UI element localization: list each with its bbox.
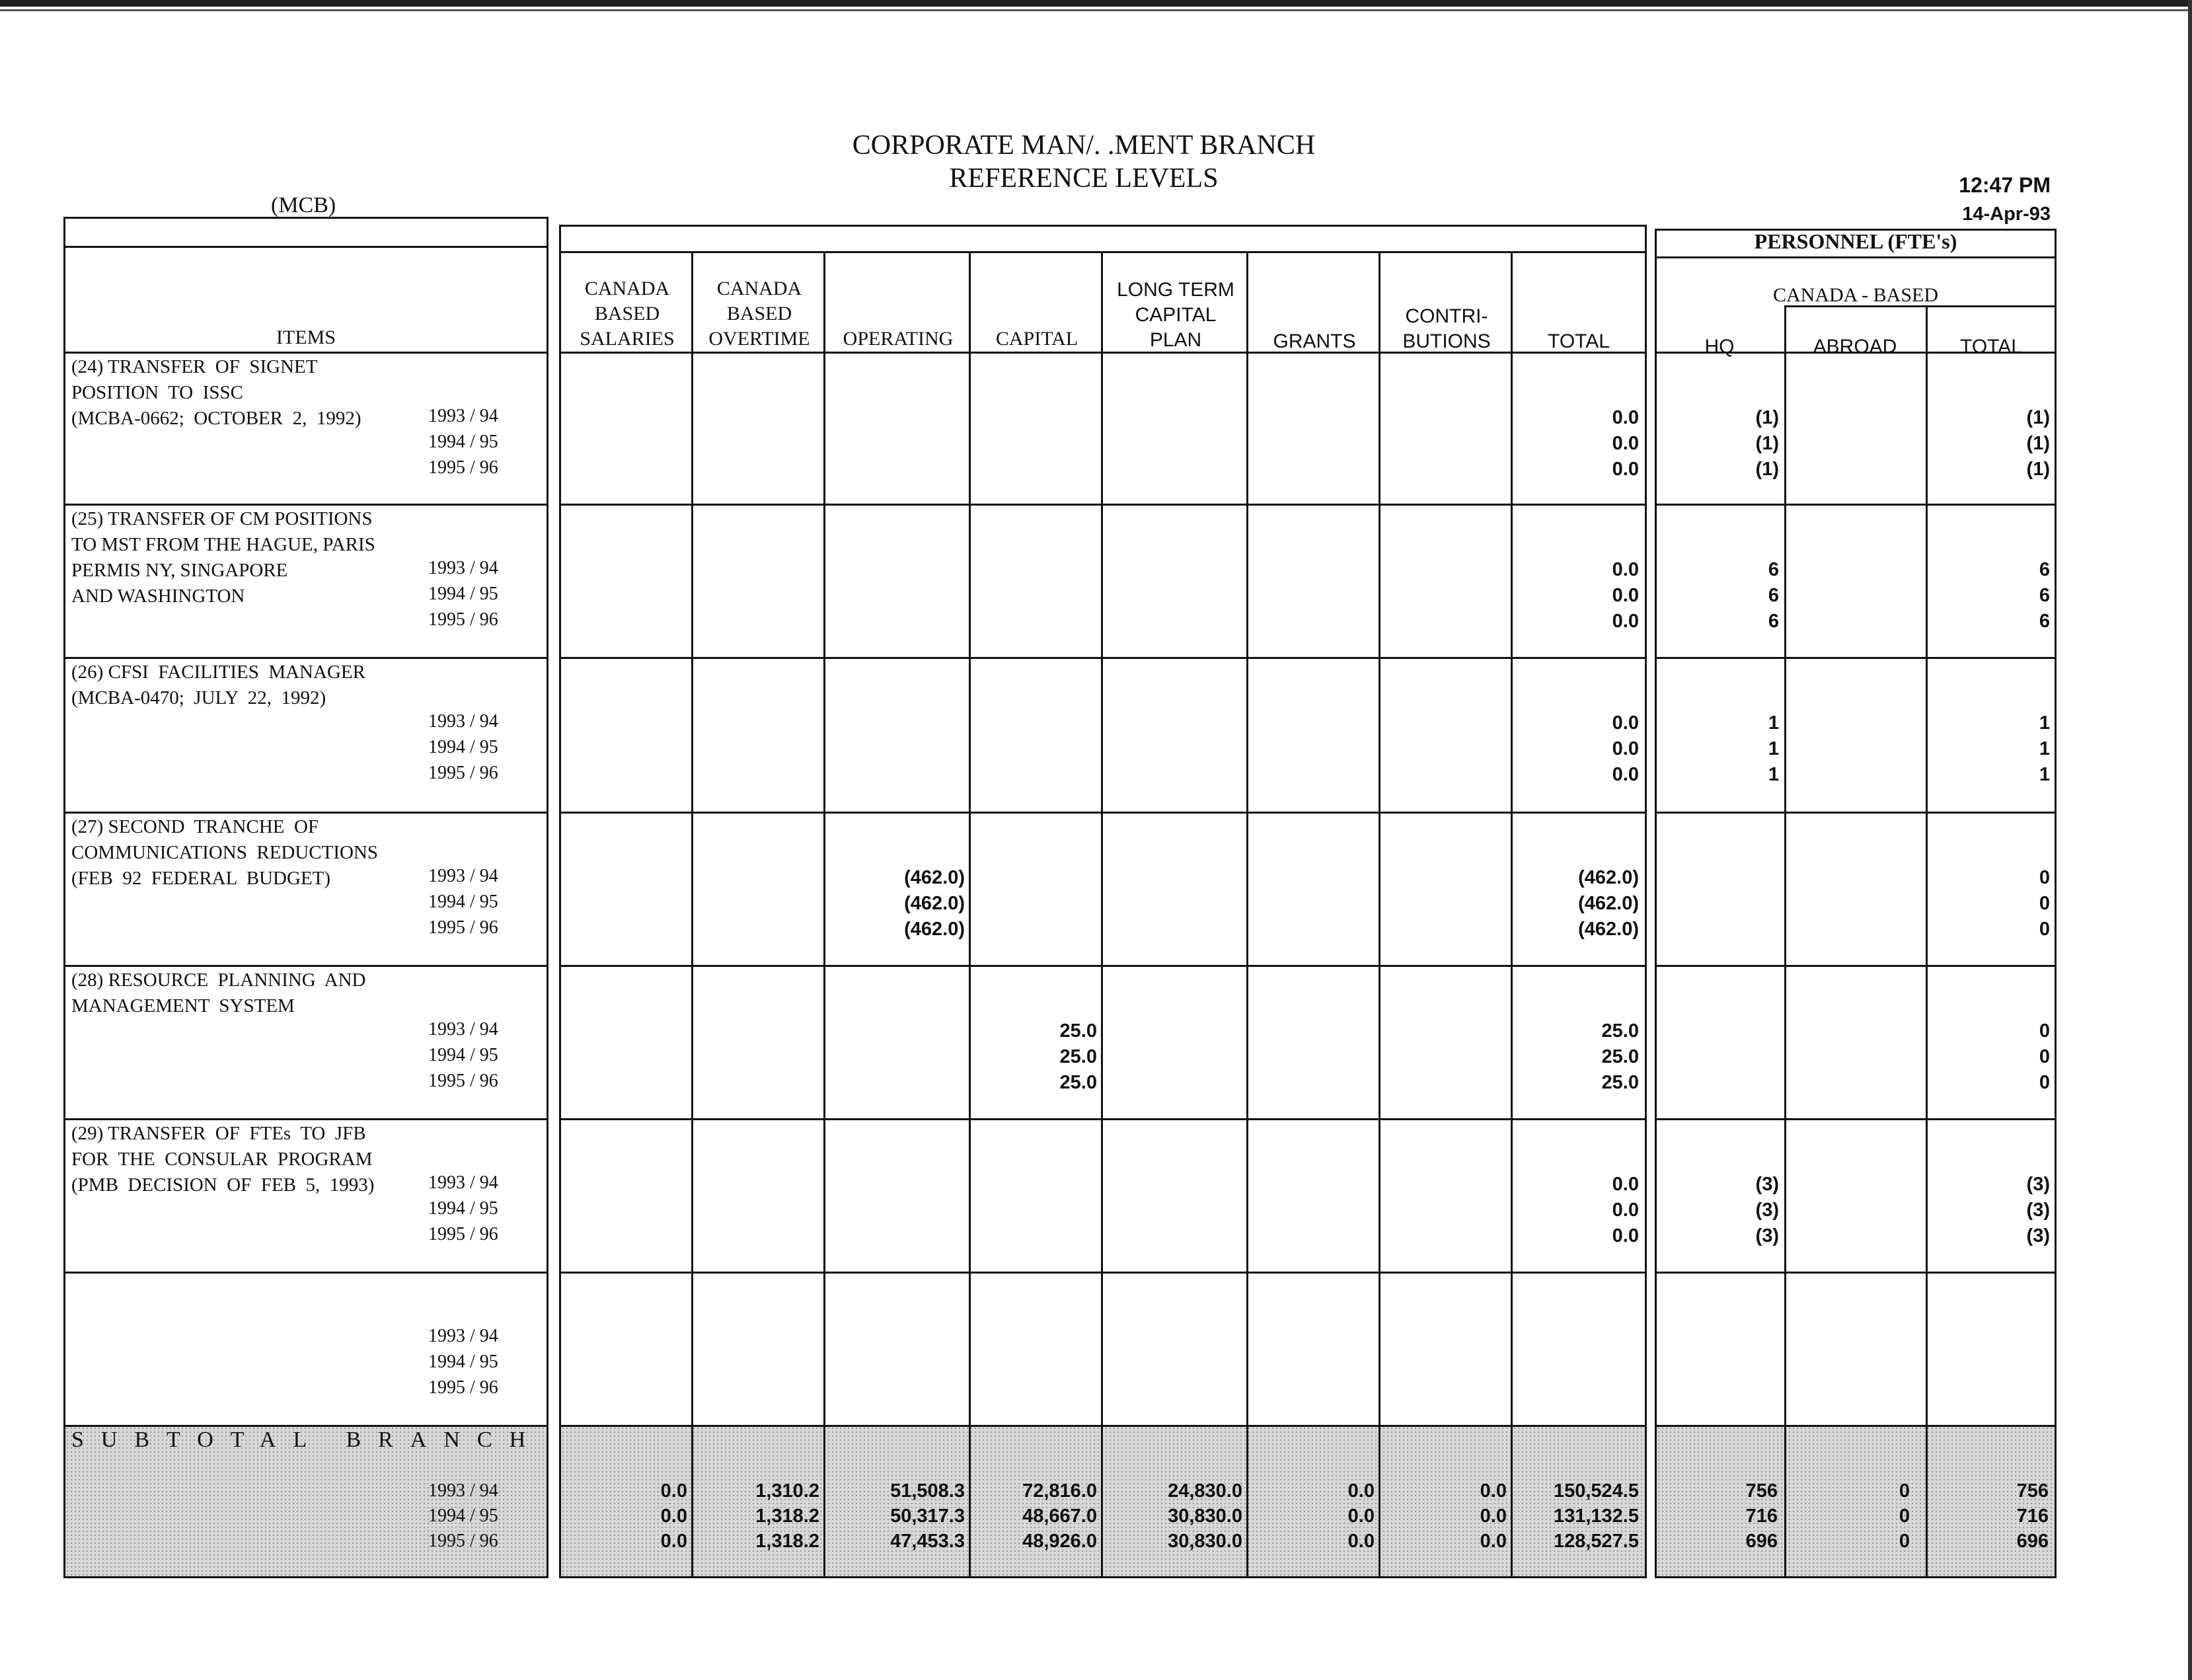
fiscal-year-label: 1993 / 94	[428, 711, 498, 732]
report-time: 12:47 PM	[1959, 173, 2051, 197]
row-rule	[63, 1272, 548, 1274]
total-value: (462.0)	[1578, 919, 1639, 940]
column-rule	[1246, 251, 1248, 1578]
operating-value: (462.0)	[904, 919, 965, 940]
subtotal-salaries: 0.0	[660, 1480, 687, 1502]
total-value: 0.0	[1612, 1200, 1639, 1221]
subtotal-grants: 0.0	[1347, 1531, 1375, 1552]
total-fte-value: 1	[2039, 764, 2050, 785]
fiscal-year-label: 1993 / 94	[428, 1019, 498, 1040]
total-fte-value: 6	[2039, 559, 2050, 580]
hq-fte-value: (3)	[1755, 1225, 1779, 1246]
subtotal-abroad: 0	[1899, 1531, 1910, 1552]
header-canada-salaries	[561, 276, 693, 352]
total-value: 0.0	[1612, 712, 1639, 734]
personnel-panel	[1655, 229, 2057, 1578]
row-rule	[63, 352, 548, 354]
item-description-line: PERMIS NY, SINGAPORE	[71, 560, 288, 581]
column-rule	[1926, 305, 1928, 1578]
fiscal-year-label: 1994 / 95	[428, 737, 498, 757]
fiscal-year-label: 1995 / 96	[428, 1071, 498, 1091]
subtotal-contributions: 0.0	[1480, 1480, 1507, 1502]
item-description-line: AND WASHINGTON	[71, 586, 245, 607]
header-line: CONTRI-	[1405, 305, 1488, 327]
financial-panel	[559, 225, 1647, 1578]
row-rule	[1655, 1118, 2057, 1120]
column-rule	[823, 251, 825, 1578]
fiscal-year-label: 1994 / 95	[428, 432, 498, 452]
item-description-line: (FEB 92 FEDERAL BUDGET)	[71, 868, 331, 889]
fiscal-year-label: 1993 / 94	[428, 406, 498, 426]
fiscal-year-label: 1995 / 96	[428, 457, 498, 478]
subtotal-label: SUBTOTAL BRANCH	[71, 1428, 543, 1452]
fiscal-year-label: 1994 / 95	[428, 892, 498, 912]
items-header: ITEMS	[276, 326, 336, 348]
total-fte-value: 0	[2039, 919, 2050, 940]
total-fte-value: (3)	[2026, 1225, 2050, 1246]
total-value: 0.0	[1612, 1174, 1639, 1195]
hq-fte-value: 1	[1768, 738, 1779, 759]
header-rule	[559, 251, 1647, 253]
subtotal-hq: 716	[1745, 1506, 1778, 1527]
row-rule	[63, 657, 548, 659]
header-grants: GRANTS	[1273, 330, 1356, 352]
header-abroad: ABROAD	[1813, 336, 1897, 358]
capital-value: 25.0	[1059, 1020, 1097, 1042]
column-rule	[1379, 251, 1380, 1578]
item-description-line: (29) TRANSFER OF FTEs TO JFB	[71, 1123, 366, 1144]
row-rule	[1655, 504, 2057, 506]
scan-top-border	[0, 0, 2192, 7]
fiscal-year-label: 1994 / 95	[428, 584, 498, 604]
total-fte-value: (3)	[2026, 1174, 2050, 1195]
row-rule	[559, 504, 1647, 506]
subtotal-capital: 72,816.0	[1022, 1480, 1097, 1502]
capital-value: 25.0	[1059, 1046, 1097, 1067]
total-fte-value: 0	[2039, 867, 2050, 888]
fiscal-year-label: 1995 / 96	[428, 1224, 498, 1244]
total-value: 0.0	[1612, 764, 1639, 785]
item-description-line: POSITION TO ISSC	[71, 382, 243, 403]
total-fte-value: (3)	[2026, 1200, 2050, 1221]
row-rule	[63, 1425, 548, 1427]
header-total: TOTAL	[1548, 330, 1610, 352]
fiscal-year-label: 1993 / 94	[428, 866, 498, 886]
subtotal-abroad: 0	[1899, 1506, 1910, 1527]
header-line: LONG TERM	[1117, 279, 1234, 301]
item-description-line: FOR THE CONSULAR PROGRAM	[71, 1149, 373, 1170]
total-fte-value: (1)	[2026, 459, 2050, 480]
subtotal-contributions: 0.0	[1480, 1531, 1507, 1552]
header-line: PLAN	[1149, 329, 1202, 351]
hq-fte-value: (3)	[1755, 1174, 1779, 1195]
subtotal-grants: 0.0	[1347, 1480, 1375, 1502]
header-fte-total: TOTAL	[1960, 336, 2022, 358]
fiscal-year-label: 1993 / 94	[428, 1172, 498, 1193]
branch-code: (MCB)	[271, 193, 336, 217]
fiscal-year-label: 1995 / 96	[428, 763, 498, 783]
row-rule	[1655, 1425, 2057, 1427]
row-rule	[1655, 352, 2057, 354]
capital-value: 25.0	[1059, 1072, 1097, 1093]
subtotal-long-term: 30,830.0	[1168, 1506, 1242, 1527]
hq-fte-value: 1	[1768, 712, 1779, 734]
header-canada-overtime	[693, 276, 825, 352]
header-line: BUTIONS	[1402, 330, 1491, 352]
subtotal-contributions: 0.0	[1480, 1506, 1507, 1527]
subtotal-total: 150,524.5	[1553, 1480, 1639, 1502]
column-rule	[1784, 305, 1786, 1578]
subtotal-hq: 756	[1745, 1480, 1778, 1502]
item-description-line: COMMUNICATIONS REDUCTIONS	[71, 842, 379, 863]
total-value: (462.0)	[1578, 867, 1639, 888]
fiscal-year-label: 1995 / 96	[428, 1377, 498, 1398]
total-fte-value: 6	[2039, 611, 2050, 632]
row-rule	[559, 657, 1647, 659]
row-rule	[559, 352, 1647, 354]
fiscal-year-label: 1993 / 94	[428, 1326, 498, 1346]
page-title: CORPORATE MAN/. .MENT BRANCH	[852, 130, 1316, 161]
row-rule	[63, 965, 548, 967]
total-value: 0.0	[1612, 585, 1639, 606]
fiscal-year-label: 1994 / 95	[428, 1045, 498, 1065]
header-rule	[1655, 256, 2057, 258]
item-description-line: (MCBA-0662; OCTOBER 2, 1992)	[71, 408, 361, 429]
row-rule	[559, 812, 1647, 814]
column-rule	[1511, 251, 1513, 1578]
item-description-line: (27) SECOND TRANCHE OF	[71, 816, 319, 837]
header-personnel: PERSONNEL (FTE's)	[1754, 229, 1957, 253]
header-rule	[1784, 305, 2057, 307]
total-value: 25.0	[1601, 1046, 1639, 1067]
hq-fte-value: 6	[1768, 585, 1779, 606]
row-rule	[559, 1118, 1647, 1120]
scan-right-border	[2188, 0, 2192, 1680]
operating-value: (462.0)	[904, 893, 965, 914]
subtotal-capital: 48,926.0	[1022, 1531, 1097, 1552]
row-rule	[1655, 657, 2057, 659]
header-line: BASED	[726, 303, 792, 325]
header-rule	[63, 246, 548, 248]
row-rule	[63, 504, 548, 506]
subtotal-fte-total: 696	[2016, 1531, 2049, 1552]
item-description-line: MANAGEMENT SYSTEM	[71, 995, 295, 1016]
subtotal-salaries: 0.0	[660, 1506, 687, 1527]
total-value: 0.0	[1612, 1225, 1639, 1246]
hq-fte-value: 6	[1768, 559, 1779, 580]
hq-fte-value: (1)	[1755, 459, 1779, 480]
row-rule	[63, 1118, 548, 1120]
page-subtitle: REFERENCE LEVELS	[949, 163, 1219, 194]
subtotal-total: 128,527.5	[1553, 1531, 1639, 1552]
row-rule	[1655, 1272, 2057, 1274]
subtotal-abroad: 0	[1899, 1480, 1910, 1502]
subtotal-operating: 50,317.3	[890, 1506, 965, 1527]
subtotal-overtime: 1,318.2	[755, 1506, 819, 1527]
hq-fte-value: (1)	[1755, 407, 1779, 428]
total-fte-value: (1)	[2026, 407, 2050, 428]
item-description-line: (PMB DECISION OF FEB 5, 1993)	[71, 1174, 375, 1196]
header-hq: HQ	[1704, 336, 1735, 358]
total-fte-value: 0	[2039, 1046, 2050, 1067]
header-line: OVERTIME	[708, 328, 810, 350]
subtotal-salaries: 0.0	[660, 1531, 687, 1552]
header-canada-based: CANADA - BASED	[1772, 284, 1939, 306]
total-fte-value: 6	[2039, 585, 2050, 606]
subtotal-hq: 696	[1745, 1531, 1778, 1552]
column-rule	[1101, 251, 1103, 1578]
column-rule	[969, 251, 971, 1578]
header-line: CANADA	[584, 278, 670, 299]
row-rule	[559, 1425, 1647, 1427]
item-description-line: (24) TRANSFER OF SIGNET	[71, 356, 318, 377]
item-description-line: (MCBA-0470; JULY 22, 1992)	[71, 687, 326, 708]
subtotal-operating: 51,508.3	[890, 1480, 965, 1502]
header-line: CAPITAL	[1135, 304, 1217, 326]
header-capital: CAPITAL	[995, 328, 1078, 350]
subtotal-total: 131,132.5	[1553, 1506, 1639, 1527]
header-line: CANADA	[716, 278, 802, 299]
total-fte-value: 0	[2039, 1072, 2050, 1093]
fiscal-year-label: 1995 / 96	[428, 917, 498, 938]
total-value: 0.0	[1612, 459, 1639, 480]
header-contributions	[1380, 304, 1513, 354]
subtotal-overtime: 1,310.2	[755, 1480, 819, 1502]
subtotal-capital: 48,667.0	[1022, 1506, 1097, 1527]
row-rule	[1655, 812, 2057, 814]
fiscal-year-label: 1994 / 95	[428, 1198, 498, 1219]
total-fte-value: 1	[2039, 738, 2050, 759]
header-line: BASED	[594, 303, 660, 325]
total-fte-value: 1	[2039, 712, 2050, 734]
header-long-term	[1103, 278, 1248, 353]
item-description-line: (26) CFSI FACILITIES MANAGER	[71, 662, 365, 683]
subtotal-overtime: 1,318.2	[755, 1531, 819, 1552]
hq-fte-value: (1)	[1755, 433, 1779, 454]
operating-value: (462.0)	[904, 867, 965, 888]
header-operating: OPERATING	[843, 328, 954, 350]
header-line: SALARIES	[580, 328, 675, 350]
fiscal-year-label: 1994 / 95	[428, 1506, 498, 1526]
hq-fte-value: (3)	[1755, 1200, 1779, 1221]
total-value: 25.0	[1601, 1020, 1639, 1042]
subtotal-fte-total: 716	[2016, 1506, 2049, 1527]
total-fte-value: (1)	[2026, 433, 2050, 454]
total-value: 0.0	[1612, 433, 1639, 454]
total-value: (462.0)	[1578, 893, 1639, 914]
item-description-line: (25) TRANSFER OF CM POSITIONS	[71, 508, 373, 529]
fiscal-year-label: 1995 / 96	[428, 609, 498, 630]
fiscal-year-label: 1994 / 95	[428, 1352, 498, 1372]
fiscal-year-label: 1995 / 96	[428, 1531, 498, 1551]
subtotal-grants: 0.0	[1347, 1506, 1375, 1527]
subtotal-fte-total: 756	[2016, 1480, 2049, 1502]
item-description-line: TO MST FROM THE HAGUE, PARIS	[71, 534, 375, 555]
fiscal-year-label: 1993 / 94	[428, 1480, 498, 1501]
total-fte-value: 0	[2039, 1020, 2050, 1042]
row-rule	[1655, 965, 2057, 967]
fiscal-year-label: 1993 / 94	[428, 558, 498, 578]
hq-fte-value: 1	[1768, 764, 1779, 785]
hq-fte-value: 6	[1768, 611, 1779, 632]
total-value: 0.0	[1612, 738, 1639, 759]
scan-top-border-thin	[0, 9, 2192, 11]
column-rule	[691, 251, 693, 1578]
total-fte-value: 0	[2039, 893, 2050, 914]
total-value: 0.0	[1612, 407, 1639, 428]
item-description-line: (28) RESOURCE PLANNING AND	[71, 970, 366, 991]
total-value: 0.0	[1612, 611, 1639, 632]
total-value: 0.0	[1612, 559, 1639, 580]
row-rule	[559, 1272, 1647, 1274]
subtotal-long-term: 30,830.0	[1168, 1531, 1242, 1552]
report-date: 14-Apr-93	[1962, 204, 2051, 225]
row-rule	[63, 812, 548, 814]
row-rule	[559, 965, 1647, 967]
total-value: 25.0	[1601, 1072, 1639, 1093]
subtotal-long-term: 24,830.0	[1168, 1480, 1242, 1502]
subtotal-operating: 47,453.3	[890, 1531, 965, 1552]
